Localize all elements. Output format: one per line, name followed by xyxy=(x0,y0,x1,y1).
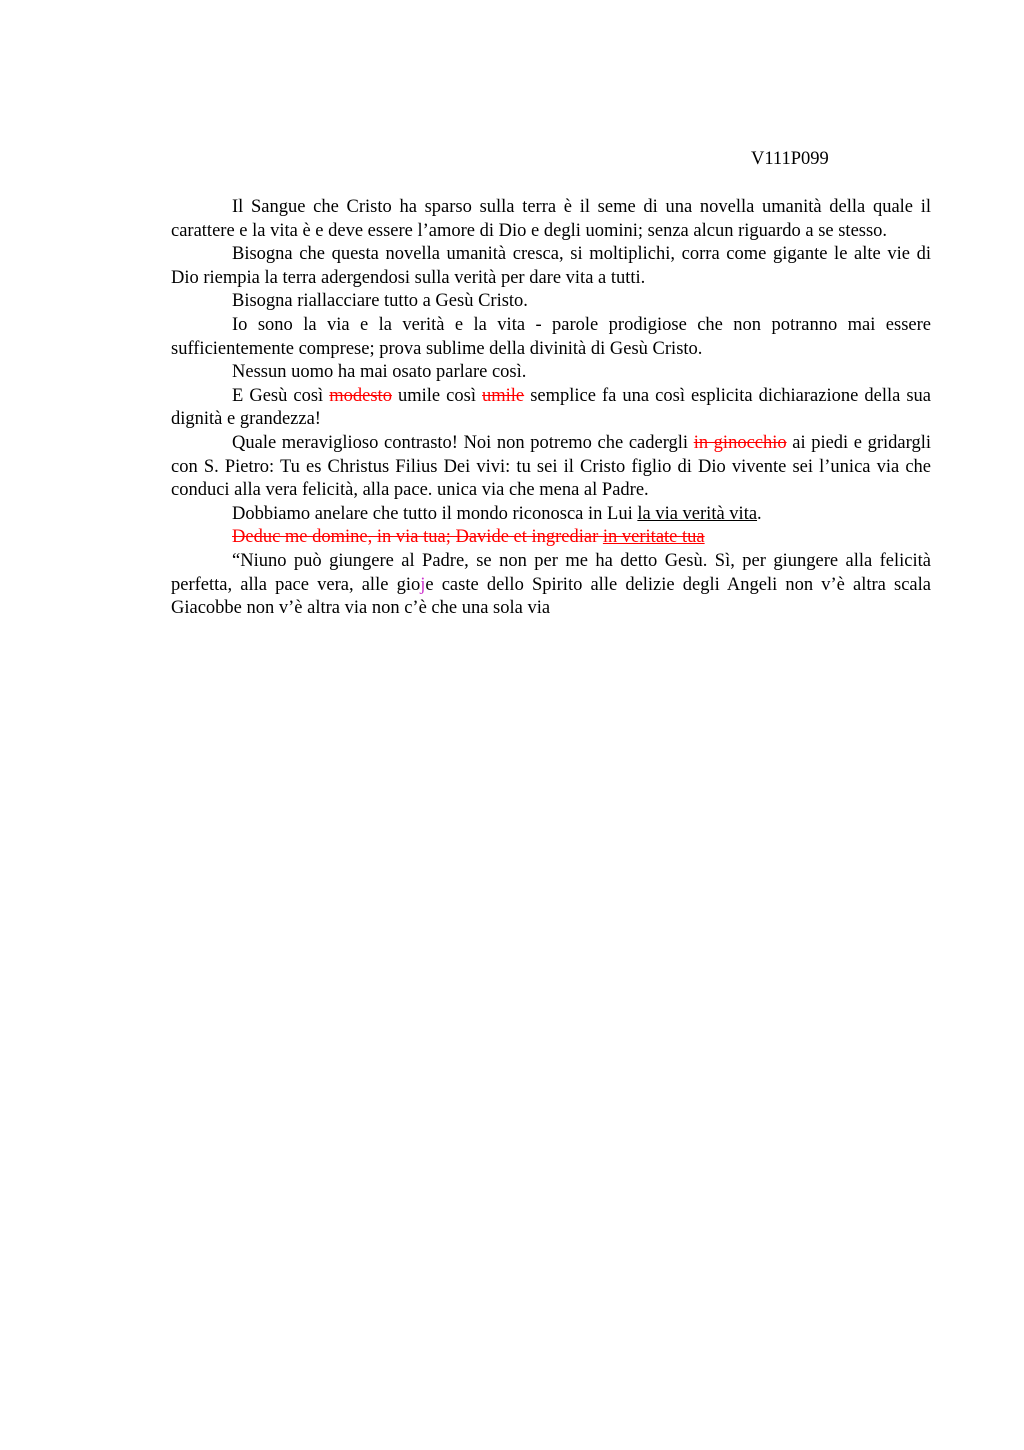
text-segment: “Niuno può giungere al Padre, se non per me ha detto Gesù. Sì, per giungere alla felicità perfetta, alla pace vera, alle gio xyxy=(171,550,931,595)
text-segment: Bisogna riallacciare tutto a Gesù Cristo. xyxy=(232,291,528,312)
deleted-text: umile xyxy=(482,385,525,406)
paragraph xyxy=(171,290,931,314)
paragraph xyxy=(171,361,931,385)
text-segment: Il Sangue che Cristo ha sparso sulla terra è il seme di una novella umanità della quale il carattere e la vita è e deve essere l’amore di Dio e degli uomini; senza alcun riguardo a se stesso. xyxy=(171,197,931,241)
paragraph xyxy=(171,196,931,243)
deleted-text: in ginocchio xyxy=(693,432,787,453)
paragraph xyxy=(171,503,931,527)
underlined-text: la via verità vita xyxy=(637,503,758,524)
document-id: V111P099 xyxy=(751,149,829,169)
text-segment: semplice fa una così esplicita dichiarazione della sua dignità e grandezza! xyxy=(171,385,932,430)
inserted-letter: j xyxy=(420,574,426,595)
text-segment: Nessun uomo ha mai osato parlare così. xyxy=(232,362,527,383)
text-segment: ai piedi e gridargli con S. Pietro: Tu es Christus Filius Dei vivi: tu sei il Cristo figlio di Dio vivente sei l’unica via che conduci alla vera felicità, alla pace. unica via che mena al Padre. xyxy=(171,432,931,501)
text-segment: E Gesù così xyxy=(232,385,330,406)
text-segment: Bisogna che questa novella umanità cresca, si moltiplichi, corra come gigante le alte vie di Dio riempia la terra adergendosi sulla verità per dare vita a tutti. xyxy=(171,244,931,288)
paragraph xyxy=(171,526,931,550)
deleted-text: modesto xyxy=(329,385,392,406)
paragraph xyxy=(171,385,931,432)
text-segment: Quale meraviglioso contrasto! Noi non potremo che cadergli xyxy=(232,432,694,453)
text-segment: . xyxy=(757,503,762,524)
text-segment: umile così xyxy=(391,385,483,406)
text-segment: Dobbiamo anelare che tutto il mondo riconosca in Lui xyxy=(232,503,638,524)
deleted-text: Deduc me domine, in via tua; Davide et ingrediar xyxy=(232,527,603,548)
text-segment: e caste dello Spirito alle delizie degli Angeli non v’è altra scala Giacobbe non v’è altra via non c’è che una sola via xyxy=(171,574,931,619)
paragraph xyxy=(171,550,931,621)
paragraph xyxy=(171,432,931,503)
deleted-underlined-text: in veritate tua xyxy=(602,527,705,548)
paragraph xyxy=(171,243,931,290)
paragraph xyxy=(171,314,931,361)
text-segment: Io sono la via e la verità e la vita - parole prodigiose che non potranno mai essere sufficientemente comprese; prova sublime della divinità di Gesù Cristo. xyxy=(171,314,931,359)
document-body xyxy=(171,196,931,621)
